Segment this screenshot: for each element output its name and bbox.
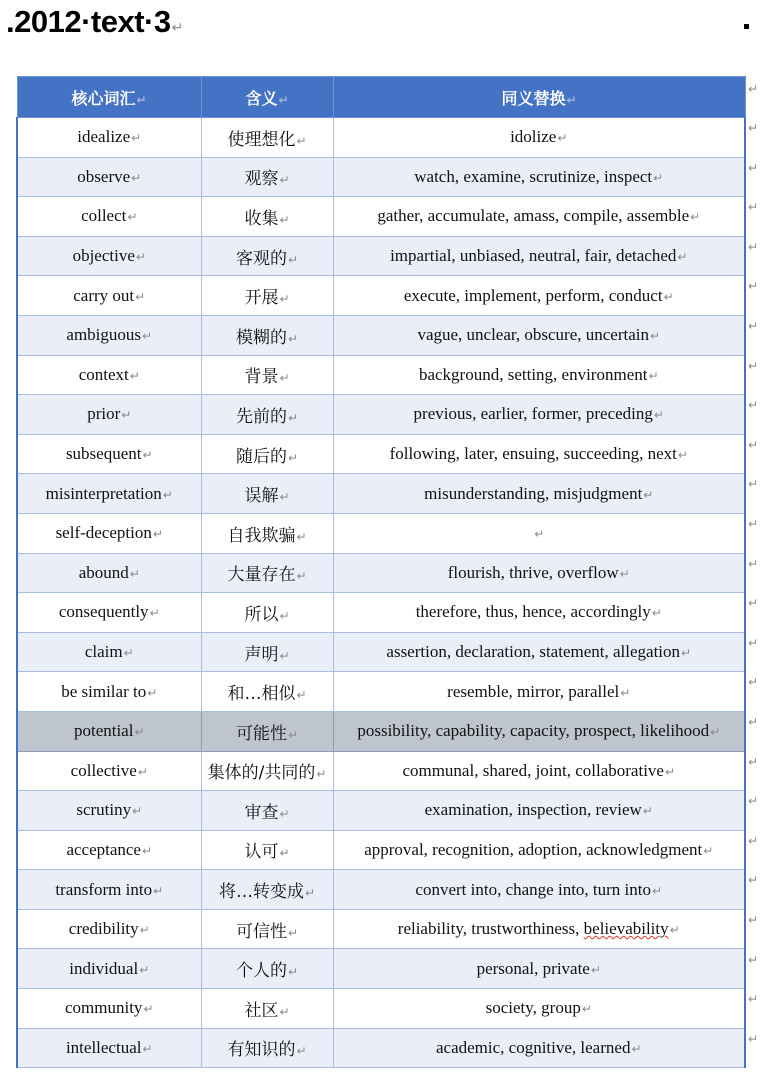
paragraph-mark-icon: ↵ [703, 843, 714, 858]
table-header-row [17, 77, 745, 118]
end-of-row-mark-icon: ↵ [748, 675, 759, 690]
paragraph-mark-icon: ↵ [296, 529, 307, 544]
paragraph-mark-icon: ↵ [296, 569, 307, 584]
table-row[interactable] [17, 118, 745, 158]
cell-synonyms-text: reliability, trustworthiness, believability [397, 919, 669, 939]
cell-meaning[interactable] [201, 1028, 333, 1068]
cell-synonyms-text: execute, implement, perform, conduct [403, 285, 663, 305]
table-row[interactable] [17, 553, 745, 593]
paragraph-mark-icon: ↵ [121, 408, 132, 423]
end-of-row-mark-icon: ↵ [748, 635, 759, 650]
cell-meaning[interactable] [201, 711, 333, 751]
table-row[interactable] [17, 830, 745, 870]
cell-meaning-text: 可信性 [235, 921, 287, 942]
paragraph-mark-icon: ↵ [316, 767, 327, 782]
cell-meaning[interactable] [201, 474, 333, 514]
paragraph-mark-icon: ↵ [131, 131, 142, 146]
end-of-row-mark-icon: ↵ [748, 477, 759, 492]
cell-synonyms[interactable] [333, 315, 745, 355]
paragraph-mark-icon: ↵ [279, 212, 290, 227]
cell-synonyms[interactable] [333, 157, 745, 197]
table-row[interactable] [17, 315, 745, 355]
paragraph-mark-icon: ↵ [142, 1041, 153, 1056]
cell-word-text: transform into [55, 879, 153, 899]
paragraph-mark-icon: ↵ [142, 448, 153, 463]
paragraph-mark-icon: ↵ [132, 804, 143, 819]
cell-word[interactable] [17, 118, 201, 158]
paragraph-mark-icon: ↵ [296, 688, 307, 703]
cell-synonyms[interactable] [333, 909, 745, 949]
paragraph-mark-icon: ↵ [648, 368, 659, 383]
paragraph-mark-icon: ↵ [287, 252, 299, 267]
end-of-row-mark-icon: ↵ [748, 279, 759, 294]
cell-word-text: abound [78, 562, 129, 582]
cell-synonyms-text: idolize [510, 127, 557, 147]
cell-meaning-text: 有知识的 [227, 1040, 296, 1061]
cell-meaning[interactable] [201, 513, 333, 553]
cell-synonyms[interactable] [333, 593, 745, 633]
cell-synonyms-text: approval, recognition, adoption, acknowledgment [364, 839, 703, 859]
cell-synonyms[interactable] [333, 751, 745, 791]
cell-word[interactable] [17, 672, 201, 712]
paragraph-mark-icon: ↵ [534, 527, 545, 542]
cell-meaning-text: 所以 [244, 604, 279, 625]
paragraph-mark-icon: ↵ [134, 725, 145, 740]
paragraph-mark-icon: ↵ [149, 606, 160, 621]
paragraph-mark-icon: ↵ [152, 527, 163, 542]
end-of-row-mark-icon: ↵ [748, 121, 759, 135]
cell-word[interactable] [17, 632, 201, 672]
paragraph-mark-icon: ↵ [279, 371, 290, 386]
cell-meaning-text: 审查 [244, 802, 279, 823]
paragraph-mark-icon: ↵ [296, 133, 307, 148]
cell-synonyms-text: previous, earlier, former, preceding [413, 404, 653, 424]
table-row[interactable] [17, 751, 745, 791]
cell-meaning[interactable] [201, 236, 333, 276]
paragraph-mark-icon: ↵ [619, 566, 630, 581]
paragraph-mark-icon: ↵ [287, 727, 299, 742]
paragraph-mark-icon: ↵ [171, 20, 183, 36]
table-row[interactable] [17, 632, 745, 672]
cell-meaning-text: 和…相似 [227, 684, 296, 705]
paragraph-mark-icon: ↵ [663, 289, 674, 304]
cell-synonyms-text: academic, cognitive, learned [435, 1037, 631, 1057]
paragraph-mark-icon: ↵ [296, 1044, 307, 1059]
cell-word-text: be similar to [61, 681, 147, 701]
paragraph-mark-icon: ↵ [669, 923, 680, 938]
cell-synonyms[interactable] [333, 276, 745, 316]
cell-synonyms[interactable] [333, 395, 745, 435]
end-of-row-mark-icon: ↵ [748, 556, 759, 571]
cell-word-text: scrutiny [76, 800, 132, 820]
end-of-row-mark-icon: ↵ [748, 200, 759, 215]
cell-word[interactable] [17, 791, 201, 831]
cell-meaning-text: 社区 [244, 1000, 279, 1021]
cell-meaning-text: 随后的 [235, 446, 287, 467]
cell-word[interactable] [17, 1028, 201, 1068]
cell-meaning-text: 模糊的 [235, 327, 287, 348]
paragraph-mark-icon: ↵ [566, 92, 577, 107]
paragraph-mark-icon: ↵ [129, 566, 140, 581]
paragraph-mark-icon: ↵ [653, 170, 664, 185]
cell-synonyms[interactable] [333, 989, 745, 1029]
cell-word[interactable] [17, 157, 201, 197]
cell-meaning[interactable] [201, 830, 333, 870]
cell-synonyms-text: misunderstanding, misjudgment [424, 483, 643, 503]
cell-synonyms[interactable] [333, 672, 745, 712]
cell-synonyms-text: assertion, declaration, statement, allegation [386, 642, 681, 662]
paragraph-mark-icon: ↵ [147, 685, 158, 700]
paragraph-mark-icon: ↵ [153, 883, 164, 898]
paragraph-mark-icon: ↵ [652, 883, 663, 898]
cell-synonyms-text: watch, examine, scrutinize, inspect [414, 166, 653, 186]
end-of-row-mark-icon: ↵ [748, 437, 759, 452]
paragraph-mark-icon: ↵ [287, 450, 299, 465]
end-of-row-mark-icon: ↵ [748, 992, 759, 1007]
cell-word-text: potential [73, 721, 134, 741]
cell-meaning-text: 大量存在 [227, 565, 296, 586]
cell-word[interactable] [17, 989, 201, 1029]
cell-word-text: community [64, 998, 143, 1018]
cell-synonyms-text: flourish, thrive, overflow [447, 562, 619, 582]
cell-word[interactable] [17, 474, 201, 514]
cell-word-text: acceptance [66, 839, 141, 859]
cell-word[interactable] [17, 830, 201, 870]
cell-synonyms-text: vague, unclear, obscure, uncertain [417, 325, 649, 345]
paragraph-mark-icon: ↵ [131, 170, 142, 185]
paragraph-mark-icon: ↵ [677, 448, 688, 463]
paragraph-mark-icon: ↵ [279, 648, 290, 663]
cell-word[interactable] [17, 553, 201, 593]
cell-meaning-text: 背景 [244, 367, 279, 388]
paragraph-mark-icon: ↵ [651, 606, 662, 621]
end-of-row-mark-icon: ↵ [748, 82, 759, 96]
cell-word[interactable] [17, 909, 201, 949]
cell-word-text: collective [70, 760, 137, 780]
cell-synonyms-text: gather, accumulate, amass, compile, assemble [377, 206, 690, 226]
cell-synonyms-text: communal, shared, joint, collaborative [402, 760, 664, 780]
cell-word[interactable] [17, 593, 201, 633]
end-of-row-mark-icon: ↵ [748, 517, 759, 531]
cell-synonyms-text: society, group [485, 998, 581, 1018]
cell-synonyms-text: resemble, mirror, parallel [447, 681, 620, 701]
end-of-row-mark-icon: ↵ [748, 715, 759, 729]
cell-synonyms[interactable] [333, 236, 745, 276]
cell-synonyms[interactable] [333, 949, 745, 989]
end-of-row-mark-icon: ↵ [748, 358, 759, 373]
paragraph-mark-icon: ↵ [643, 487, 654, 502]
cell-meaning-text: 收集 [244, 208, 279, 229]
cell-meaning-text: 可能性 [235, 723, 287, 744]
cell-word[interactable] [17, 434, 201, 474]
paragraph-mark-icon: ↵ [304, 886, 316, 901]
cell-word-text: intellectual [65, 1037, 142, 1057]
cell-meaning[interactable] [201, 276, 333, 316]
table-row[interactable] [17, 474, 745, 514]
cell-meaning-text: 将…转变成 [218, 882, 304, 903]
cell-meaning[interactable] [201, 355, 333, 395]
cell-word-text: collect [81, 206, 127, 226]
header-synonyms[interactable]: 同义替换↵ [333, 77, 745, 118]
cell-meaning-text: 先前的 [235, 406, 287, 427]
cell-synonyms[interactable] [333, 118, 745, 158]
table-row[interactable] [17, 870, 745, 910]
paragraph-mark-icon: ↵ [653, 408, 664, 423]
cell-word[interactable] [17, 870, 201, 910]
cell-word[interactable] [17, 355, 201, 395]
cell-word-text: idealize [77, 127, 131, 147]
cell-word[interactable] [17, 513, 201, 553]
cell-word-text: consequently [58, 602, 149, 622]
cell-meaning[interactable] [201, 909, 333, 949]
cell-meaning[interactable] [201, 197, 333, 237]
paragraph-mark-icon: ↵ [127, 210, 138, 225]
cell-meaning[interactable] [201, 949, 333, 989]
paragraph-mark-icon: ↵ [279, 608, 290, 623]
end-of-row-mark-icon: ↵ [748, 794, 759, 809]
paragraph-mark-icon: ↵ [690, 210, 701, 225]
paragraph-mark-icon: ↵ [279, 292, 290, 307]
cell-word[interactable] [17, 949, 201, 989]
cell-word-text: claim [84, 642, 123, 662]
paragraph-mark-icon: ↵ [143, 1002, 154, 1017]
cell-word[interactable] [17, 315, 201, 355]
table-row[interactable] [17, 791, 745, 831]
table-row[interactable] [17, 989, 745, 1029]
paragraph-mark-icon: ↵ [279, 490, 290, 505]
cell-word[interactable] [17, 711, 201, 751]
cell-meaning[interactable] [201, 434, 333, 474]
end-of-row-mark-icon: ↵ [748, 319, 759, 333]
table-row[interactable] [17, 434, 745, 474]
header-core-vocabulary[interactable]: 核心词汇↵ [17, 77, 201, 118]
paragraph-dot-marker [744, 24, 749, 29]
cell-meaning-text: 声明 [244, 644, 279, 665]
header-meaning[interactable]: 含义↵ [201, 77, 333, 118]
cell-synonyms[interactable] [333, 1028, 745, 1068]
table-row[interactable] [17, 157, 745, 197]
cell-meaning[interactable] [201, 553, 333, 593]
end-of-row-mark-icon: ↵ [748, 913, 759, 927]
table-row[interactable] [17, 513, 745, 553]
cell-synonyms[interactable] [333, 711, 745, 751]
paragraph-mark-icon: ↵ [135, 250, 146, 265]
paragraph-mark-icon: ↵ [581, 1002, 592, 1017]
cell-synonyms[interactable] [333, 870, 745, 910]
cell-word-text: carry out [73, 285, 135, 305]
paragraph-mark-icon: ↵ [279, 1004, 290, 1019]
cell-synonyms-text: possibility, capability, capacity, prospect, likelihood [357, 721, 710, 741]
cell-meaning-text: 个人的 [235, 961, 287, 982]
paragraph-mark-icon: ↵ [139, 962, 150, 977]
paragraph-mark-icon: ↵ [710, 725, 721, 740]
cell-meaning[interactable] [201, 315, 333, 355]
cell-meaning-text: 认可 [244, 842, 279, 863]
cell-word-text: misinterpretation [45, 483, 162, 503]
paragraph-mark-icon: ↵ [278, 92, 289, 107]
cell-word-text: prior [87, 404, 121, 424]
table-row-selected[interactable] [17, 711, 745, 751]
paragraph-mark-icon: ↵ [287, 331, 299, 346]
table-row[interactable] [17, 1028, 745, 1068]
cell-word-text: subsequent [65, 444, 142, 464]
cell-synonyms-text: following, later, ensuing, succeeding, next [389, 444, 677, 464]
cell-meaning-text: 观察 [244, 169, 279, 190]
paragraph-mark-icon: ↵ [136, 92, 147, 107]
cell-meaning-text: 自我欺骗 [227, 525, 296, 546]
cell-synonyms[interactable] [333, 513, 745, 553]
cell-meaning[interactable] [201, 870, 333, 910]
cell-synonyms[interactable] [333, 434, 745, 474]
paragraph-mark-icon: ↵ [287, 965, 299, 980]
cell-synonyms-text: therefore, thus, hence, accordingly [415, 602, 651, 622]
cell-word[interactable] [17, 276, 201, 316]
paragraph-mark-icon: ↵ [590, 962, 601, 977]
cell-synonyms[interactable] [333, 632, 745, 672]
cell-word[interactable] [17, 236, 201, 276]
cell-meaning[interactable] [201, 632, 333, 672]
paragraph-mark-icon: ↵ [279, 806, 290, 821]
cell-word-text: observe [77, 166, 131, 186]
paragraph-mark-icon: ↵ [287, 410, 299, 425]
paragraph-mark-icon: ↵ [664, 764, 676, 779]
paragraph-mark-icon: ↵ [142, 329, 153, 344]
table-row[interactable] [17, 909, 745, 949]
cell-word-text: context [78, 364, 129, 384]
cell-meaning[interactable] [201, 989, 333, 1029]
cell-word-text: credibility [68, 919, 139, 939]
cell-synonyms[interactable] [333, 791, 745, 831]
paragraph-mark-icon: ↵ [557, 131, 568, 146]
paragraph-mark-icon: ↵ [135, 289, 146, 304]
cell-word[interactable] [17, 751, 201, 791]
cell-synonyms[interactable] [333, 474, 745, 514]
cell-word-text: self-deception [55, 523, 152, 543]
table-row[interactable] [17, 355, 745, 395]
table-row[interactable] [17, 593, 745, 633]
cell-meaning-text: 集体的/共同的 [207, 763, 316, 784]
cell-synonyms[interactable] [333, 830, 745, 870]
table-row[interactable] [17, 672, 745, 712]
end-of-row-mark-icon: ↵ [748, 596, 759, 611]
paragraph-mark-icon: ↵ [129, 368, 140, 383]
paragraph-mark-icon: ↵ [279, 846, 290, 861]
cell-synonyms[interactable] [333, 197, 745, 237]
cell-meaning[interactable] [201, 791, 333, 831]
table-row[interactable] [17, 949, 745, 989]
cell-meaning-text: 开展 [244, 288, 279, 309]
end-of-row-mark-icon: ↵ [748, 952, 759, 967]
end-of-row-mark-icon: ↵ [748, 160, 759, 175]
cell-meaning-text: 客观的 [235, 248, 287, 269]
end-of-row-mark-icon: ↵ [748, 1031, 759, 1046]
paragraph-mark-icon: ↵ [279, 173, 290, 188]
table-row[interactable] [17, 276, 745, 316]
cell-synonyms-text: background, setting, environment [418, 364, 648, 384]
paragraph-mark-icon: ↵ [123, 646, 134, 661]
cell-meaning[interactable] [201, 672, 333, 712]
paragraph-mark-icon: ↵ [287, 925, 299, 940]
cell-meaning[interactable] [201, 118, 333, 158]
end-of-row-mark-icon: ↵ [748, 754, 759, 769]
end-of-row-mark-icon: ↵ [748, 239, 759, 254]
table-row[interactable] [17, 395, 745, 435]
paragraph-mark-icon: ↵ [137, 764, 148, 779]
cell-word[interactable] [17, 395, 201, 435]
cell-meaning[interactable] [201, 395, 333, 435]
cell-word[interactable] [17, 197, 201, 237]
end-of-row-mark-icon: ↵ [748, 873, 759, 888]
paragraph-mark-icon: ↵ [677, 250, 688, 265]
cell-word-text: ambiguous [66, 325, 142, 345]
cell-synonyms-text: personal, private [476, 958, 590, 978]
end-of-row-mark-icon: ↵ [748, 833, 759, 848]
table-row[interactable] [17, 197, 745, 237]
vocabulary-table [16, 76, 746, 1068]
cell-synonyms[interactable] [333, 355, 745, 395]
paragraph-mark-icon: ↵ [631, 1041, 642, 1056]
table-row[interactable] [17, 236, 745, 276]
paragraph-mark-icon: ↵ [642, 804, 653, 819]
end-of-row-mark-icon: ↵ [748, 398, 759, 413]
cell-meaning-text: 误解 [244, 486, 279, 507]
paragraph-mark-icon: ↵ [141, 843, 153, 858]
title-text: .2012·text·3 [6, 4, 171, 39]
cell-word-text: individual [69, 958, 139, 978]
cell-meaning[interactable] [201, 593, 333, 633]
cell-meaning[interactable] [201, 751, 333, 791]
paragraph-mark-icon: ↵ [681, 646, 692, 661]
cell-meaning[interactable] [201, 157, 333, 197]
cell-meaning-text: 使理想化 [227, 129, 296, 150]
spellcheck-flagged-word[interactable]: believability [583, 919, 669, 939]
cell-synonyms-text: impartial, unbiased, neutral, fair, detached [390, 246, 677, 266]
document-title [6, 4, 183, 40]
cell-synonyms-text: convert into, change into, turn into [415, 879, 652, 899]
cell-synonyms-text: examination, inspection, review [424, 800, 642, 820]
cell-synonyms[interactable] [333, 553, 745, 593]
cell-word-text: objective [72, 246, 135, 266]
paragraph-mark-icon: ↵ [620, 685, 631, 700]
paragraph-mark-icon: ↵ [649, 329, 661, 344]
paragraph-mark-icon: ↵ [162, 487, 173, 502]
paragraph-mark-icon: ↵ [139, 923, 150, 938]
